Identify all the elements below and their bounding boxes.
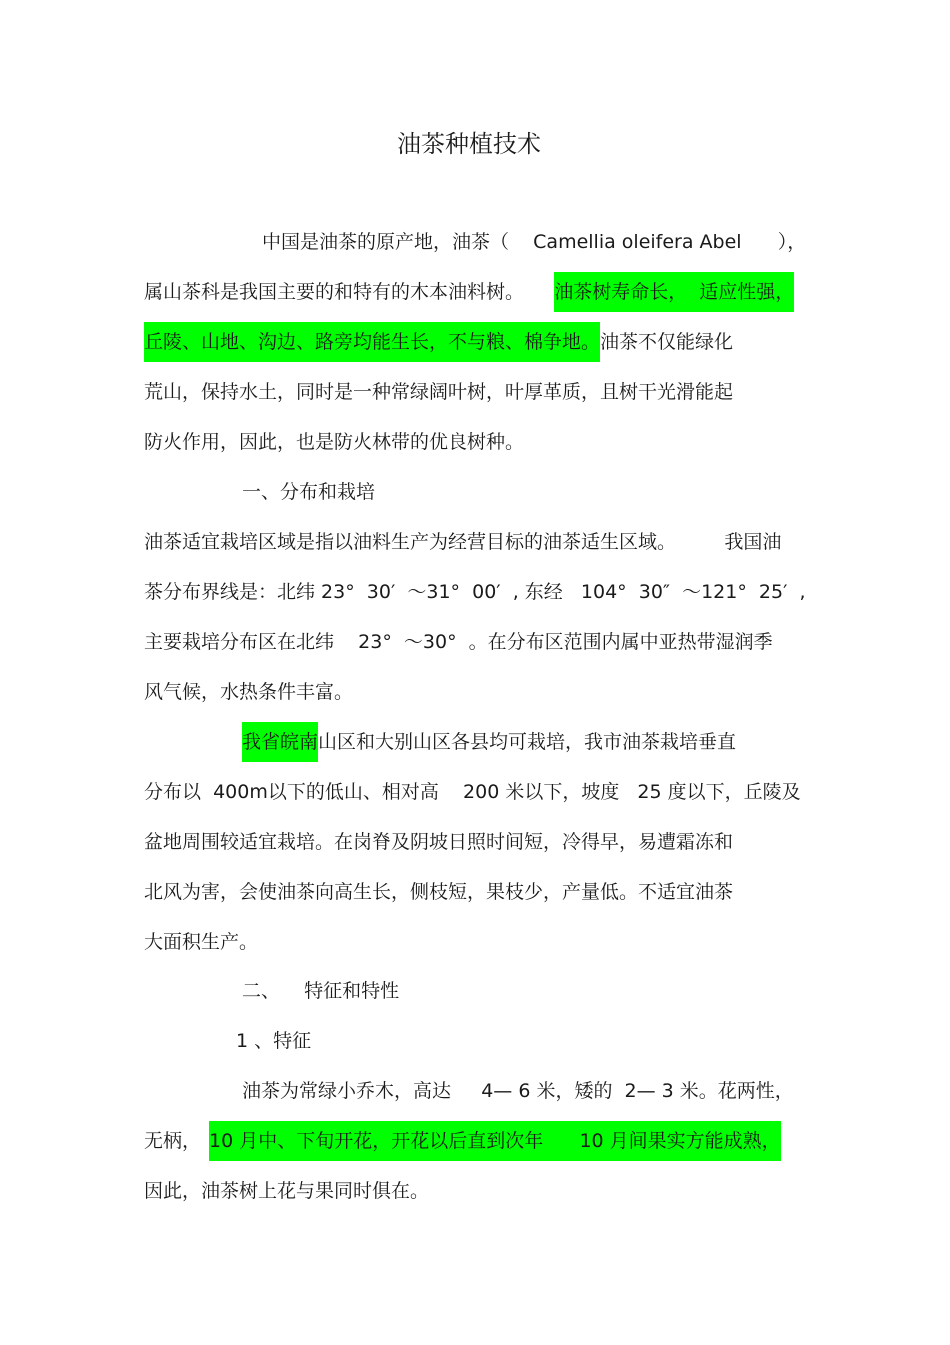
paragraph-line — [144, 878, 733, 906]
document-title: 油茶种植技术 — [397, 130, 541, 158]
paragraph-line — [144, 678, 353, 706]
paragraph-line — [144, 328, 733, 356]
text-run: 因此，油茶树上花与果同时俱在。 — [144, 1180, 430, 1202]
paragraph-line — [144, 1177, 429, 1205]
paragraph-line — [144, 928, 258, 956]
paragraph-line — [144, 528, 781, 556]
highlighted-text: 10 月中、下旬开花，开花以后直到次年 10 月间果实方能成熟， — [209, 1121, 781, 1161]
text-run: 分布以 400m以下的低山、相对高 200 米以下，坡度 25 度以下，丘陵及 — [144, 781, 801, 803]
text-run: 风气候，水热条件丰富。 — [144, 681, 354, 703]
text-run: 二、 特征和特性 — [242, 980, 400, 1002]
text-run: 油茶为常绿小乔木，高达 4— 6 米，矮的 2— 3 米。花两性， — [242, 1080, 794, 1102]
text-run: 主要栽培分布区在北纬 23° ～30° 。在分布区范围内属中亚热带湿润季 — [144, 631, 773, 653]
text-run: 油茶不仅能绿化 — [600, 331, 734, 353]
paragraph-line — [144, 428, 524, 456]
text-run: 茶分布界线是：北纬 23° 30′ ～31° 00′ , 东经 104° 30″ ～121° 25′ , — [144, 581, 806, 603]
text-run: 中国是油茶的原产地，油茶（ Camellia oleifera Abel ）， — [262, 231, 807, 253]
text-run: 山区和大别山区各县均可栽培，我市油茶栽培垂直 — [318, 731, 737, 753]
subsection-heading — [236, 1027, 311, 1055]
paragraph-line — [144, 378, 733, 406]
highlighted-text: 油茶树寿命长， 适应性强， — [554, 272, 794, 312]
text-run: 属山茶科是我国主要的和特有的木本油料树。 — [144, 281, 555, 303]
section-heading — [242, 977, 399, 1005]
text-run: 北风为害，会使油茶向高生长，侧枝短，果枝少，产量低。不适宜油茶 — [144, 881, 734, 903]
paragraph-line — [144, 778, 801, 806]
paragraph-line — [262, 228, 806, 256]
text-run: 防火作用，因此，也是防火林带的优良树种。 — [144, 431, 525, 453]
section-heading — [242, 478, 375, 506]
text-run: 无柄， — [144, 1130, 202, 1152]
paragraph-line — [242, 1077, 794, 1105]
text-run: 1 、特征 — [236, 1030, 312, 1052]
paragraph-line — [242, 728, 736, 756]
paragraph-line — [144, 278, 794, 306]
paragraph-line — [144, 628, 773, 656]
text-run: 荒山，保持水土，同时是一种常绿阔叶树，叶厚革质，且树干光滑能起 — [144, 381, 734, 403]
text-run: 一、分布和栽培 — [242, 481, 376, 503]
text-run: 大面积生产。 — [144, 931, 259, 953]
highlighted-text: 丘陵、山地、沟边、路旁均能生长，不与粮、棉争地。 — [144, 322, 600, 362]
paragraph-line — [144, 578, 806, 606]
text-run: 盆地周围较适宜栽培。在岗脊及阴坡日照时间短，冷得早，易遭霜冻和 — [144, 831, 734, 853]
paragraph-line — [144, 828, 733, 856]
paragraph-line — [144, 1127, 781, 1155]
text-run: 油茶适宜栽培区域是指以油料生产为经营目标的油茶适生区域。 我国油 — [144, 531, 782, 553]
highlighted-text: 我省皖南 — [242, 722, 318, 762]
